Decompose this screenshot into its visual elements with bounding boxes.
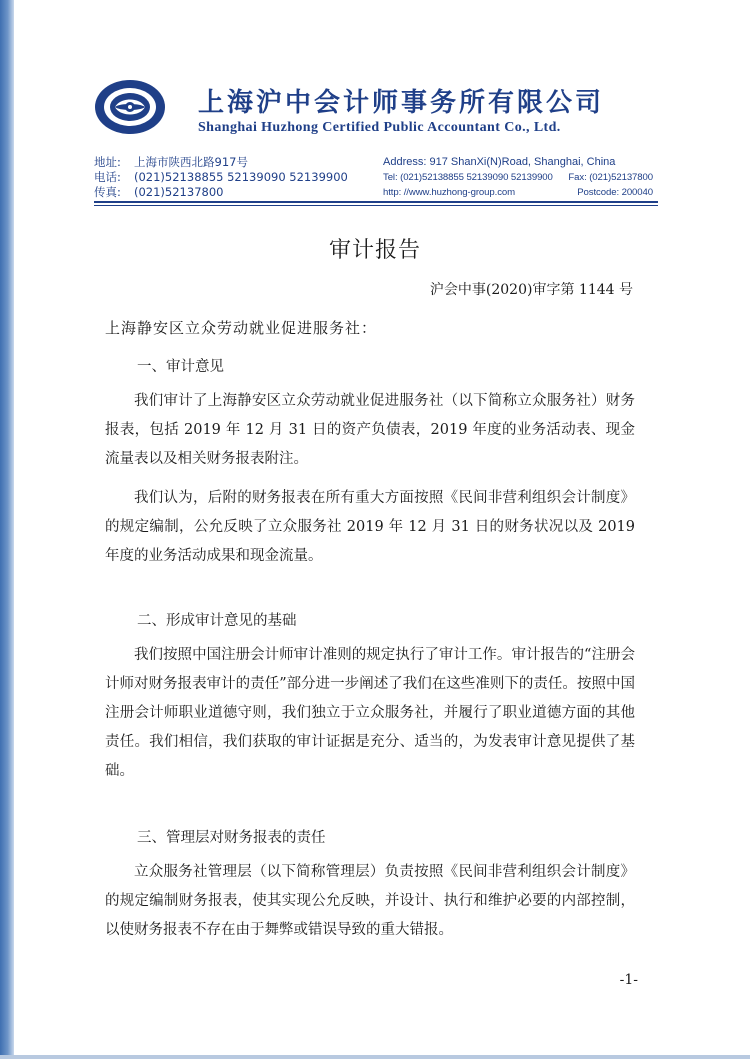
paragraph-opinion-2: 我们认为，后附的财务报表在所有重大方面按照《民间非营利组织会计制度》的规定编制，公允反映了立众服务社 2019 年 12 月 31 日的财务状况以及 2019 年度的业务活动成果和现金流量。 [105, 490, 635, 564]
address-value-en: 917 ShanXi(N)Road, Shanghai, China [429, 156, 616, 168]
contact-block-en [383, 155, 653, 200]
document-title: 审计报告 [328, 238, 421, 263]
company-name-cn: 上海沪中会计师事务所有限公司 [198, 88, 605, 118]
web-post-row-en [383, 185, 653, 200]
fax-label: 传真: [94, 185, 121, 199]
section-heading-opinion: 一、审计意见 [137, 359, 224, 375]
phone-row-cn [94, 170, 348, 185]
paragraph-opinion-1: 我们审计了上海静安区立众劳动就业促进服务社（以下简称立众服务社）财务报表，包括 2019 年 12 月 31 日的资产负债表，2019 年度的业务活动表、现金流量表以及相关财务报表附注。 [105, 393, 635, 467]
scan-bottom-edge [0, 1055, 750, 1059]
letterhead-divider-thick [94, 201, 658, 203]
address-row-en [383, 155, 653, 170]
address-label-en: Address: [383, 156, 427, 168]
fax-row-cn [94, 185, 348, 200]
contact-block-cn [94, 155, 348, 200]
tel-en: Tel: (021)52138855 52139090 52139900 [383, 172, 553, 183]
page-number: -1- [619, 972, 638, 988]
letterhead-divider-thin [94, 205, 658, 206]
paragraph-basis: 我们按照中国注册会计师审计准则的规定执行了审计工作。审计报告的“注册会计师对财务报表审计的责任”部分进一步阐述了我们在这些准则下的责任。按照中国注册会计师职业道德守则，我们独立于立众服务社，并履行了职业道德方面的其他责任。我们相信，我们获取的审计证据是充分、适当的，为发表审计意见提供了基础。 [105, 647, 635, 779]
paragraph-management: 立众服务社管理层（以下简称管理层）负责按照《民间非营利组织会计制度》的规定编制财务报表，使其实现公允反映，并设计、执行和维护必要的内部控制，以使财务报表不存在由于舞弊或错误导致的重大错报。 [105, 864, 635, 938]
addressee: 上海静安区立众劳动就业促进服务社： [105, 319, 378, 337]
scan-left-edge [0, 0, 14, 1059]
address-value: 上海市陕西北路917号 [134, 155, 248, 169]
tel-fax-row-en [383, 170, 653, 185]
section-heading-basis: 二、形成审计意见的基础 [137, 613, 297, 629]
company-name-en: Shanghai Huzhong Certified Public Accountant Co., Ltd. [198, 120, 561, 135]
fax-en: Fax: (021)52137800 [568, 172, 653, 183]
address-label: 地址: [94, 155, 121, 169]
section-heading-management: 三、管理层对财务报表的责任 [137, 830, 326, 846]
phone-value: (021)52138855 52139090 52139900 [134, 170, 348, 184]
reference-number: 沪会中事(2020)审字第 1144 号 [429, 282, 633, 298]
postcode-en: Postcode: 200040 [577, 187, 653, 198]
website-link[interactable]: http: //www.huzhong-group.com [383, 187, 516, 198]
address-row-cn [94, 155, 348, 170]
fax-value: (021)52137800 [134, 185, 224, 199]
company-logo-icon [93, 78, 167, 136]
phone-label: 电话: [94, 170, 121, 184]
